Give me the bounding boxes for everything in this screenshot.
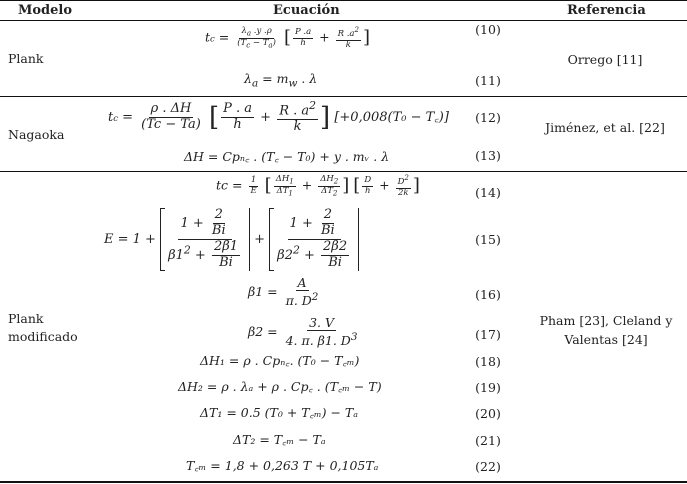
equation-number: (21) [475,433,501,448]
header-modelo: Modelo [18,3,73,18]
equation-number: (11) [475,73,501,88]
equation-number: (13) [475,148,501,163]
equation-14: tc = $\frac{1}{E}$ [ $\frac{\Delta H_1}{\Delta T_1}$ + $\frac{\Delta H_2}{\Delta T_2}$ ] [ $\frac{D}{h}$ + $\frac{D^2}{2k}$ ] [216,173,420,198]
model-plank-modificado: Plank modificado [8,311,78,344]
row-rule-1 [0,96,687,97]
equation-17: β2 = $\frac{3. V}{4. \pi. \beta 1. D^3}$ [248,315,358,349]
equation-number: (14) [475,185,501,200]
model-plank: Plank [8,51,44,66]
reference-plank: Orrego [11] [567,52,643,67]
equation-number: (19) [475,380,501,395]
equation-number: (10) [475,22,501,37]
equation-20: ΔT₁ = 0.5 (T₀ + T꜀ₘ) − Tₐ [200,405,358,420]
header-ecuacion: Ecuación [273,3,340,18]
header-referencia: Referencia [567,3,646,18]
equation-12-tail: [+0,008(T₀ − T꜀)] [334,110,449,126]
equation-number: (20) [475,406,501,421]
equation-number: (17) [475,327,501,342]
row-rule-2 [0,171,687,172]
equation-11: $\lambda_a = m_w$ . λ [244,71,318,90]
top-rule [0,0,687,1]
bottom-rule [0,481,687,483]
equation-number: (12) [475,110,501,125]
equation-16: β1 = $\frac{A}{\pi. D^2}$ [248,275,319,309]
equation-18: ΔH₁ = ρ . Cpₙ꜀. (T₀ − T꜀ₘ) [200,353,360,368]
equation-number: (18) [475,354,501,369]
equation-13: ΔH = Cpₙ꜀ . (T꜀ − T₀) + y . mᵥ . λ [184,149,390,164]
equation-21: ΔT₂ = T꜀ₘ − Tₐ [233,432,326,447]
equation-15: E = 1 + 1 + $\frac{2}{Bi}$ $\beta 1^2$ + $\frac{2\beta 1}{Bi}$ + 1 + $\frac{2}{Bi}$ $\beta 2^2$ + $\frac{2\beta 2}{Bi}$ [104,208,359,271]
reference-plank-modificado: Pham [23], Cleland y Valentas [24] [539,313,673,347]
equation-12: tc = $\frac{\rho . \Delta H}{(Tc - Ta)}$ [ $\frac{P . a}{h}$ + $\frac{R . a^2}{k}$ ] [+0,008(T₀ − T꜀)] [108,99,449,135]
model-nagaoka: Nagaoka [8,127,65,142]
equation-number: (15) [475,232,501,247]
equation-number: (16) [475,287,501,302]
header-rule [0,20,687,21]
reference-nagaoka: Jiménez, et al. [22] [545,120,665,135]
equation-19: ΔH₂ = ρ . λₐ + ρ . Cp꜀ . (T꜀ₘ − T) [178,379,382,394]
equation-10: tc = $\frac{\lambda_a .y .\rho}{(T_c - T_a)}$ [ $\frac{P .a}{h}$ + $\frac{R .a^2}{k}$ ] [205,25,371,50]
equation-22: T꜀ₘ = 1,8 + 0,263 T + 0,105Tₐ [186,458,379,473]
equation-number: (22) [475,459,501,474]
